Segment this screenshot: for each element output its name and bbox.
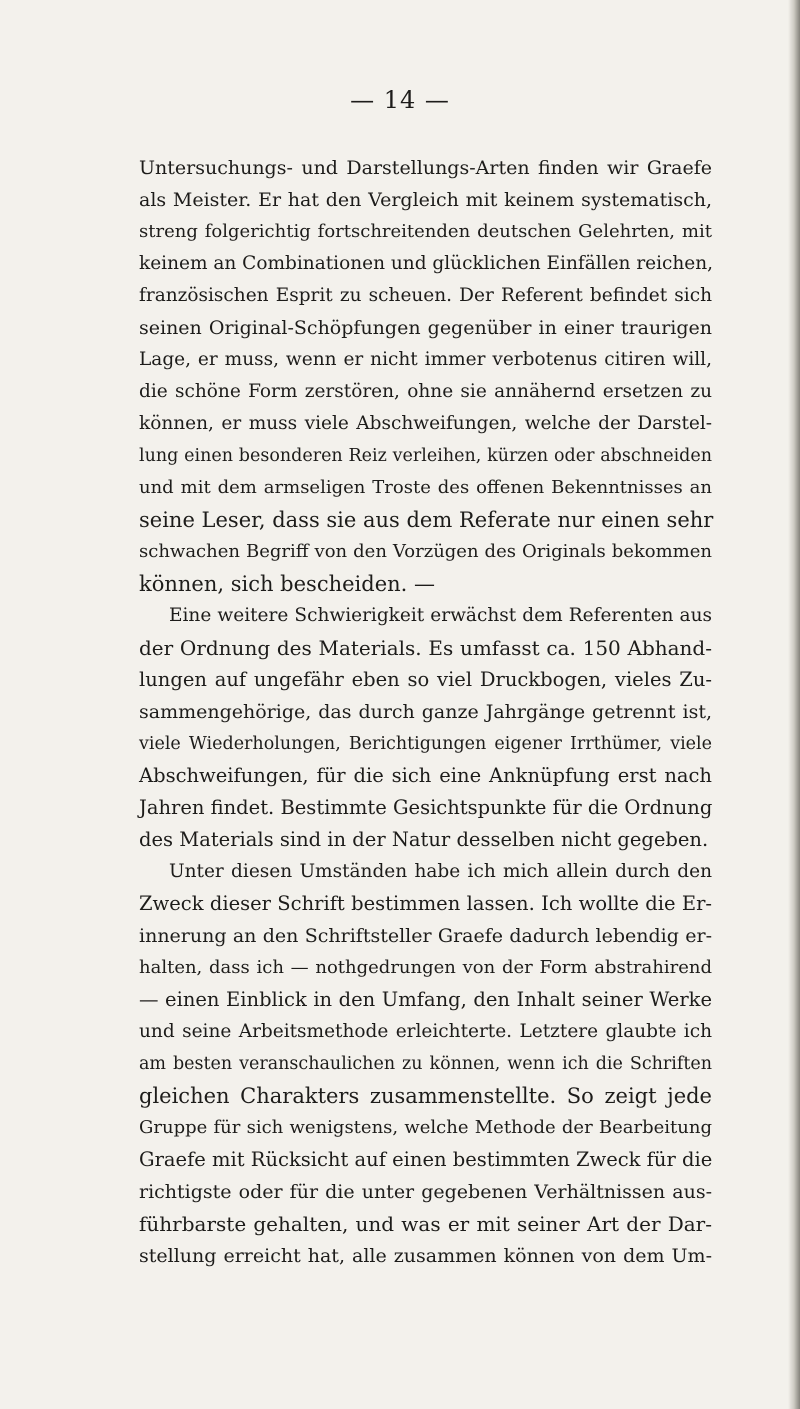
- text-line: französischen Esprit zu scheuen. Der Referent befindet sich: [139, 285, 712, 306]
- text-line: Eine weitere Schwierigkeit erwächst dem Referenten aus: [169, 605, 712, 626]
- text-line: führbarste gehalten, und was er mit seiner Art der Dar-: [139, 1212, 712, 1236]
- text-line: richtigste oder für die unter gegebenen Verhältnissen aus-: [139, 1181, 712, 1203]
- text-line: der Ordnung des Materials. Es umfasst ca. 150 Abhand-: [139, 636, 712, 660]
- text-line: streng folgerichtig fortschreitenden deutschen Gelehrten, mit: [139, 221, 712, 242]
- text-line: als Meister. Er hat den Vergleich mit keinem systematisch,: [139, 189, 712, 211]
- text-line: innerung an den Schriftsteller Graefe dadurch lebendig er-: [139, 925, 712, 947]
- text-line: stellung erreicht hat, alle zusammen können von dem Um-: [139, 1245, 712, 1267]
- text-line: am besten veranschaulichen zu können, wenn ich die Schriften: [139, 1054, 712, 1074]
- page-binding-shadow: [788, 0, 800, 1409]
- text-line: Unter diesen Umständen habe ich mich allein durch den: [169, 861, 712, 882]
- text-line: seine Leser, dass sie aus dem Referate nur einen sehr: [139, 508, 714, 532]
- text-line: lungen auf ungefähr eben so viel Druckbogen, vieles Zu-: [139, 668, 712, 691]
- text-line: Untersuchungs- und Darstellungs-Arten finden wir Graefe: [139, 157, 712, 179]
- text-line: gleichen Charakters zusammenstellte. So zeigt jede: [139, 1084, 712, 1108]
- text-line: viele Wiederholungen, Berichtigungen eigener Irrthümer, viele: [139, 734, 712, 754]
- text-line: Zweck dieser Schrift bestimmen lassen. Ich wollte die Er-: [139, 892, 712, 915]
- text-line: halten, dass ich — nothgedrungen von der Form abstrahirend: [139, 957, 712, 978]
- text-line: Graefe mit Rücksicht auf einen bestimmten Zweck für die: [139, 1148, 713, 1171]
- text-line: schwachen Begriff von den Vorzügen des Originals bekommen: [139, 541, 712, 562]
- text-line: Gruppe für sich wenigstens, welche Methode der Bearbeitung: [139, 1117, 712, 1138]
- text-line: sammengehörige, das durch ganze Jahrgänge getrennt ist,: [139, 701, 712, 723]
- text-line: können, sich bescheiden. —: [139, 572, 435, 596]
- body-text: [139, 152, 712, 1272]
- text-line: können, er muss viele Abschweifungen, welche der Darstel-: [139, 413, 712, 434]
- text-line: — einen Einblick in den Umfang, den Inhalt seiner Werke: [139, 988, 712, 1011]
- page-number: — 14 —: [350, 86, 450, 114]
- text-line: seinen Original-Schöpfungen gegenüber in einer traurigen: [139, 317, 712, 339]
- text-line: des Materials sind in der Natur desselben nicht gegeben.: [139, 828, 709, 851]
- text-line: und mit dem armseligen Troste des offenen Bekenntnisses an: [139, 477, 712, 498]
- text-line: die schöne Form zerstören, ohne sie annähernd ersetzen zu: [139, 381, 712, 402]
- text-line: Jahren findet. Bestimmte Gesichtspunkte für die Ordnung: [139, 796, 713, 819]
- text-line: keinem an Combinationen und glücklichen Einfällen reichen,: [139, 253, 714, 274]
- text-line: und seine Arbeitsmethode erleichterte. Letztere glaubte ich: [139, 1021, 712, 1042]
- text-line: Abschweifungen, für die sich eine Anknüpfung erst nach: [139, 764, 712, 787]
- text-line: Lage, er muss, wenn er nicht immer verbotenus citiren will,: [139, 349, 712, 370]
- text-line: lung einen besonderen Reiz verleihen, kürzen oder abschneiden: [139, 446, 712, 466]
